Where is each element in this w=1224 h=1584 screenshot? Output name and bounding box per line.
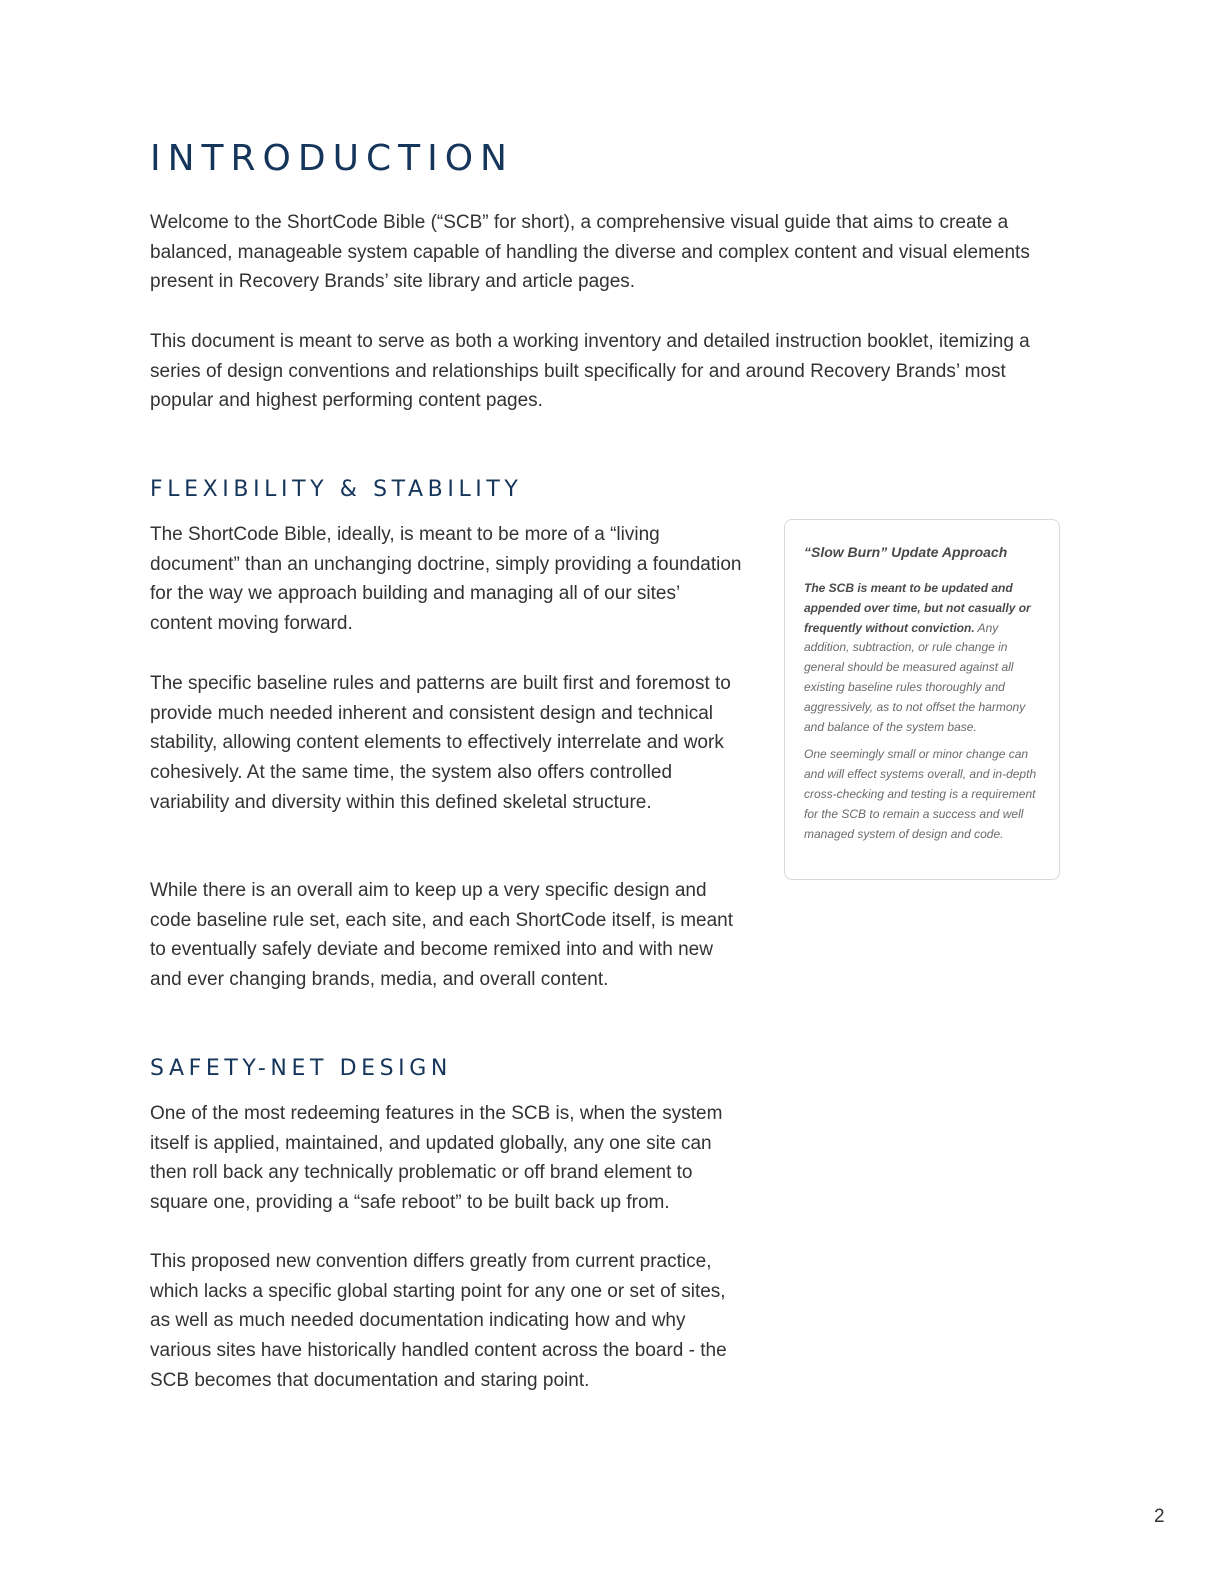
callout-paragraph-1 — [804, 579, 1043, 737]
intro-paragraph-2: This document is meant to serve as both a working inventory and detailed instruction booklet, itemizing a series of design conventions and relationships built specifically for and around Recovery Brands’ most popular and highest performing content pages. — [150, 331, 1030, 412]
flexibility-paragraph-1: The ShortCode Bible, ideally, is meant to be more of a “living document” than an unchanging doctrine, simply providing a foundation for the way we approach building and managing all of our sites’ content moving forward. — [150, 524, 742, 635]
safety-paragraph-1: One of the most redeeming features in the SCB is, when the system itself is applied, maintained, and updated globally, any one site can then roll back any technically problematic or off brand element to square one, providing a “safe reboot” to be built back up from. — [150, 1103, 723, 1214]
safety-net-design-heading: SAFETY-NET DESIGN — [150, 1056, 452, 1081]
page-number: 2 — [1154, 1506, 1165, 1527]
callout-body-1: Any addition, subtraction, or rule change in general should be measured against all existing baseline rules thoroughly and aggressively, as to not offset the harmony and balance of the system base. — [804, 620, 1026, 734]
intro-paragraph-1: Welcome to the ShortCode Bible (“SCB” for short), a comprehensive visual guide that aims to create a balanced, manageable system capable of handling the diverse and complex content and visual elements present in Recovery Brands’ site library and article pages. — [150, 212, 1030, 293]
slow-burn-callout-box — [784, 519, 1060, 880]
callout-paragraph-2: One seemingly small or minor change can and will effect systems overall, and in-depth cross-checking and testing is a requirement for the SCB to remain a success and well managed system of design and code. — [804, 747, 1037, 841]
flexibility-stability-heading: FLEXIBILITY & STABILITY — [150, 477, 523, 502]
flexibility-paragraph-2: The specific baseline rules and patterns are built first and foremost to provide much needed inherent and consistent design and technical stability, allowing content elements to effectively interrelate and work cohesively. At the same time, the system also offers controlled variability and diversity within this defined skeletal structure. — [150, 673, 731, 813]
introduction-heading: INTRODUCTION — [150, 138, 514, 179]
callout-title: “Slow Burn” Update Approach — [804, 544, 1008, 560]
callout-bold-lead: The SCB is meant to be updated and appended over time, but not casually or frequently without conviction. — [804, 581, 1031, 635]
flexibility-paragraph-3: While there is an overall aim to keep up a very specific design and code baseline rule set, each site, and each ShortCode itself, is meant to eventually safely deviate and become remixed into and with new and ever changing brands, media, and overall content. — [150, 880, 734, 991]
safety-paragraph-2: This proposed new convention differs greatly from current practice, which lacks a specific global starting point for any one or set of sites, as well as much needed documentation indicating how and why various sites have historically handled content across the board - the SCB becomes that documentation and staring point. — [150, 1251, 727, 1391]
